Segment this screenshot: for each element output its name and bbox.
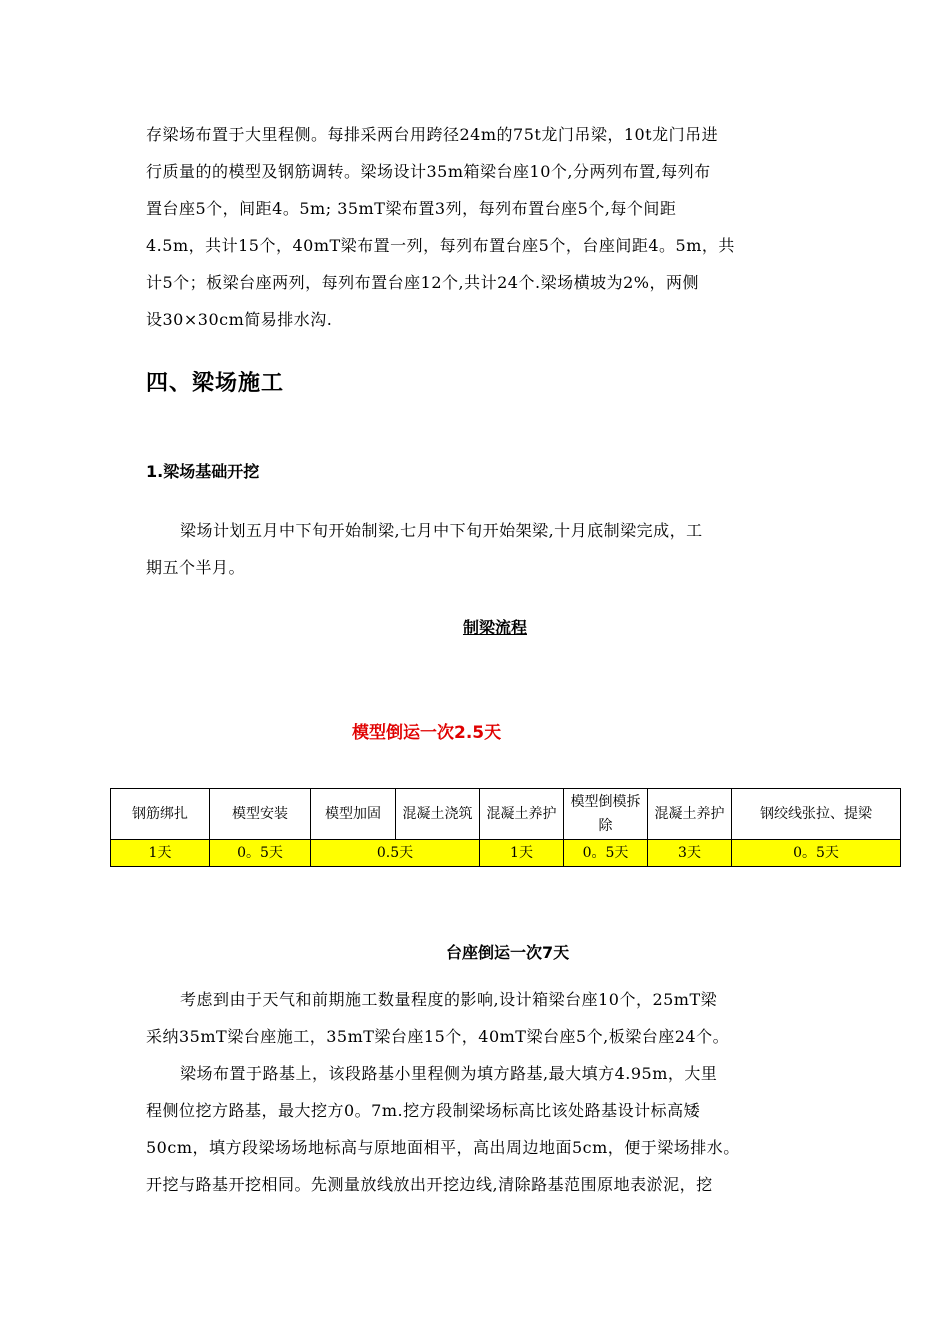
- section-heading: 四、梁场施工: [146, 371, 285, 396]
- subsection-heading: 1.梁场基础开挖: [146, 462, 260, 481]
- flow-title: 制梁流程: [462, 618, 527, 637]
- beam-production-flow-table: [110, 788, 901, 867]
- flow-duration-cell: 1天: [480, 840, 564, 867]
- intro-line-1: 存梁场布置于大里程侧。每排采两台用跨径24m的75t龙门吊梁，10t龙门吊进: [146, 125, 719, 144]
- body-line-1: 考虑到由于天气和前期施工数量程度的影响,设计箱梁台座10个，25mT梁: [180, 990, 718, 1009]
- flow-header-cell: 混凝土浇筑: [396, 789, 480, 840]
- flow-duration-cell: 3天: [648, 840, 732, 867]
- flow-header-cell: 模型安装: [210, 789, 311, 840]
- body-line-3: 梁场布置于路基上，该段路基小里程侧为填方路基,最大填方4.95m，大里: [180, 1064, 718, 1083]
- flow-header-cell: 模型倒模拆除: [564, 789, 648, 840]
- flow-duration-cell: 0.5天: [311, 840, 480, 867]
- pedestal-turnover-note: 台座倒运一次7天: [446, 943, 570, 962]
- flow-header-cell: 模型加固: [311, 789, 396, 840]
- schedule-line-2: 期五个半月。: [146, 558, 246, 577]
- flow-header-cell: 钢绞线张拉、提梁: [732, 789, 901, 840]
- mold-turnover-note: 模型倒运一次2.5天: [352, 723, 502, 743]
- body-line-6: 开挖与路基开挖相同。先测量放线放出开挖边线,清除路基范围原地表淤泥，挖: [146, 1175, 713, 1194]
- flow-duration-cell: 0。5天: [564, 840, 648, 867]
- flow-header-cell: 混凝土养护: [480, 789, 564, 840]
- intro-paragraph: [146, 116, 806, 338]
- intro-line-4: 4.5m，共计15个，40mT梁布置一列，每列布置台座5个，台座间距4。5m，共: [146, 236, 735, 255]
- body-paragraph: [146, 981, 806, 1203]
- body-line-4: 程侧位挖方路基，最大挖方0。7m.挖方段制梁场标高比该处路基设计标高矮: [146, 1101, 701, 1120]
- body-line-5: 50cm，填方段梁场场地标高与原地面相平，高出周边地面5cm，便于梁场排水。: [146, 1138, 740, 1157]
- intro-line-2: 行质量的的模型及钢筋调转。梁场设计35m箱梁台座10个,分两列布置,每列布: [146, 162, 711, 181]
- flow-duration-cell: 0。5天: [210, 840, 311, 867]
- flow-duration-cell: 1天: [111, 840, 210, 867]
- intro-line-5: 计5个；板梁台座两列，每列布置台座12个,共计24个.梁场横坡为2%，两侧: [146, 273, 699, 292]
- flow-header-row: [111, 789, 901, 840]
- schedule-paragraph: [146, 512, 806, 586]
- flow-header-cell: 混凝土养护: [648, 789, 732, 840]
- flow-duration-row: [111, 840, 901, 867]
- flow-duration-cell: 0。5天: [732, 840, 901, 867]
- body-line-2: 采纳35mT梁台座施工，35mT梁台座15个，40mT梁台座5个,板梁台座24个。: [146, 1027, 730, 1046]
- flow-header-cell: 钢筋绑扎: [111, 789, 210, 840]
- intro-line-6: 设30×30cm简易排水沟.: [146, 310, 333, 329]
- schedule-line-1: 梁场计划五月中下旬开始制梁,七月中下旬开始架梁,十月底制梁完成，工: [180, 521, 703, 540]
- intro-line-3: 置台座5个，间距4。5m; 35mT梁布置3列，每列布置台座5个,每个间距: [146, 199, 677, 218]
